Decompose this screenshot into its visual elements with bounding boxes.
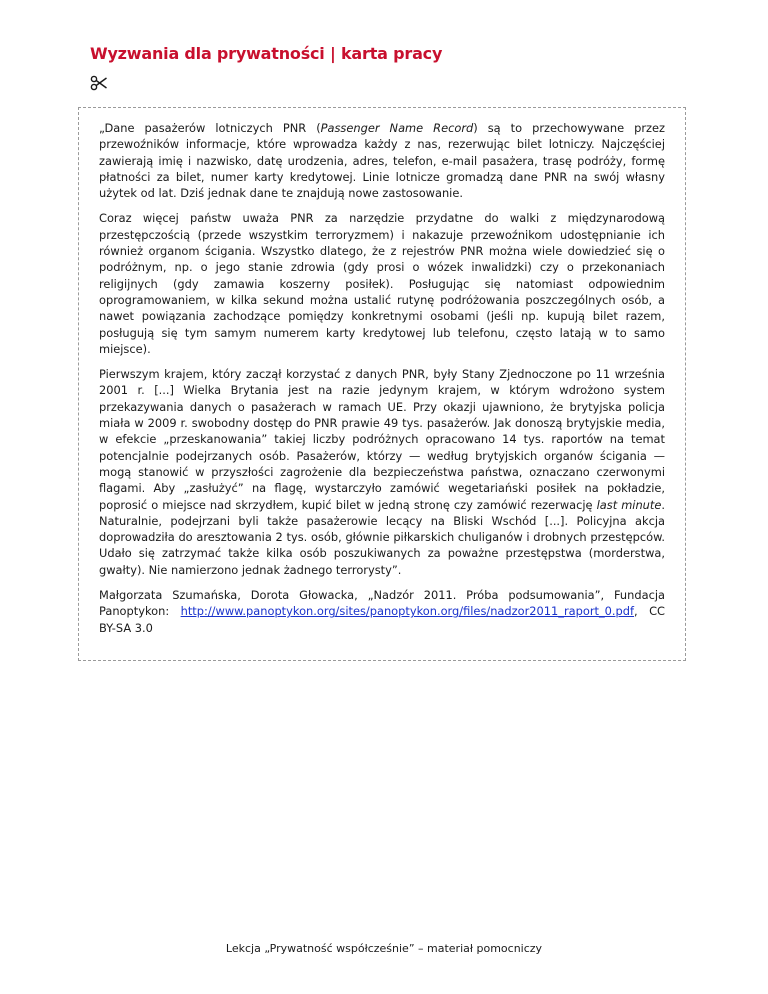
scissors-icon [90, 74, 108, 92]
source-link[interactable]: http://www.panoptykon.org/sites/panoptykon.org/files/nadzor2011_raport_0.pdf [180, 604, 635, 619]
paragraph-pnr-history [99, 366, 665, 578]
paragraph-pnr-definition [99, 120, 665, 201]
license-text: , CC BY-SA 3.0 [99, 604, 665, 635]
italic-term: last minute [596, 497, 662, 512]
italic-term: Passenger Name Record [320, 121, 474, 135]
text-span: ) są to przechowywane przez przewoźników informacje, które wprowadza każdy z nas, rezerwując bilet lotniczy. Najczęściej zawierają imię i nazwisko, datę urodzenia, adres, telefon, e-mail pasażera, trasę podróży, formę płatności za bilet, numer karty kredytowej. Linie lotnicze gromadzą dane PNR na swój własny użytek od lat. Dziś jednak dane te znajdują nowe zastosowanie. [99, 121, 665, 201]
page-title: Wyzwania dla prywatności | karta pracy [90, 44, 443, 63]
source-citation [99, 587, 665, 636]
text-span: Pierwszym krajem, który zaczął korzystać z danych PNR, były Stany Zjednoczone po 11 września 2001 r. [...] Wielka Brytania jest na razie jedynym krajem, w którym wdrożono system przekazywania danych o pasażerach w ramach UE. Przy okazji ujawniono, że brytyjska policja miała w 2009 r. swobodny dostęp do PNR prawie 49 tys. pasażerów. Jak donoszą brytyjskie media, w efekcie „przeskanowania” takiej liczby podróżnych opracowano 14 tys. raportów na temat potencjalnie podejrzanych osób. Pasażerów, którzy — według brytyjskich organów ścigania — mogą stanowić w przyszłości zagrożenie dla bezpieczeństwa państwa, oznaczano czerwonymi flagami. Aby „zasłużyć” na flagę, wystarczyło zamówić wegetariański posiłek na pokładzie, poprosić o miejsce nad skrzydłem, kupić bilet w jedną stronę czy zamówić rezerwację [99, 367, 665, 512]
text-span: . Naturalnie, podejrzani byli także pasażerowie lecący na Bliski Wschód [...]. Policyjna akcja doprowadziła do aresztowania 2 tys. osób, głównie piłkarskich chuliganów i drobnych przestępców. Udało się zatrzymać także kilka osób poszukiwanych za poważne przestępstwa (morderstwa, gwałty). Nie namierzono jednak żadnego terrorysty”. [99, 497, 665, 577]
text-span: „Dane pasażerów lotniczych PNR ( [99, 121, 321, 135]
citation-text: Małgorzata Szumańska, Dorota Głowacka, „Nadzór 2011. Próba podsumowania”, Fundacja Panoptykon: [99, 588, 665, 619]
page-footer: Lekcja „Prywatność współcześnie” – materiał pomocniczy [225, 942, 543, 955]
paragraph-pnr-usage: Coraz więcej państw uważa PNR za narzędzie przydatne do walki z międzynarodową przestępczością (przede wszystkim terroryzmem) i nakazuje przewoźnikom udostępnianie ich również organom ścigania. Wszystko dlatego, że z rejestrów PNR można wiele dowiedzieć się o podróżnym, np. o jego stanie zdrowia (gdy prosi o wózek inwalidzki) czy o przekonaniach religijnych (gdy zamawia koszerny posiłek). Posługując się natomiast odpowiednim oprogramowaniem, w kilka sekund można ustalić rutynę podróżowania poszczególnych osób, a nawet powiązania zachodzące pomiędzy konkretnymi osobami (jeśli np. kupują bilet razem, posługują się tym samym numerem karty kredytowej lub telefonu, często latają w to samo miejsce). [99, 211, 665, 356]
worksheet-card [78, 107, 686, 661]
